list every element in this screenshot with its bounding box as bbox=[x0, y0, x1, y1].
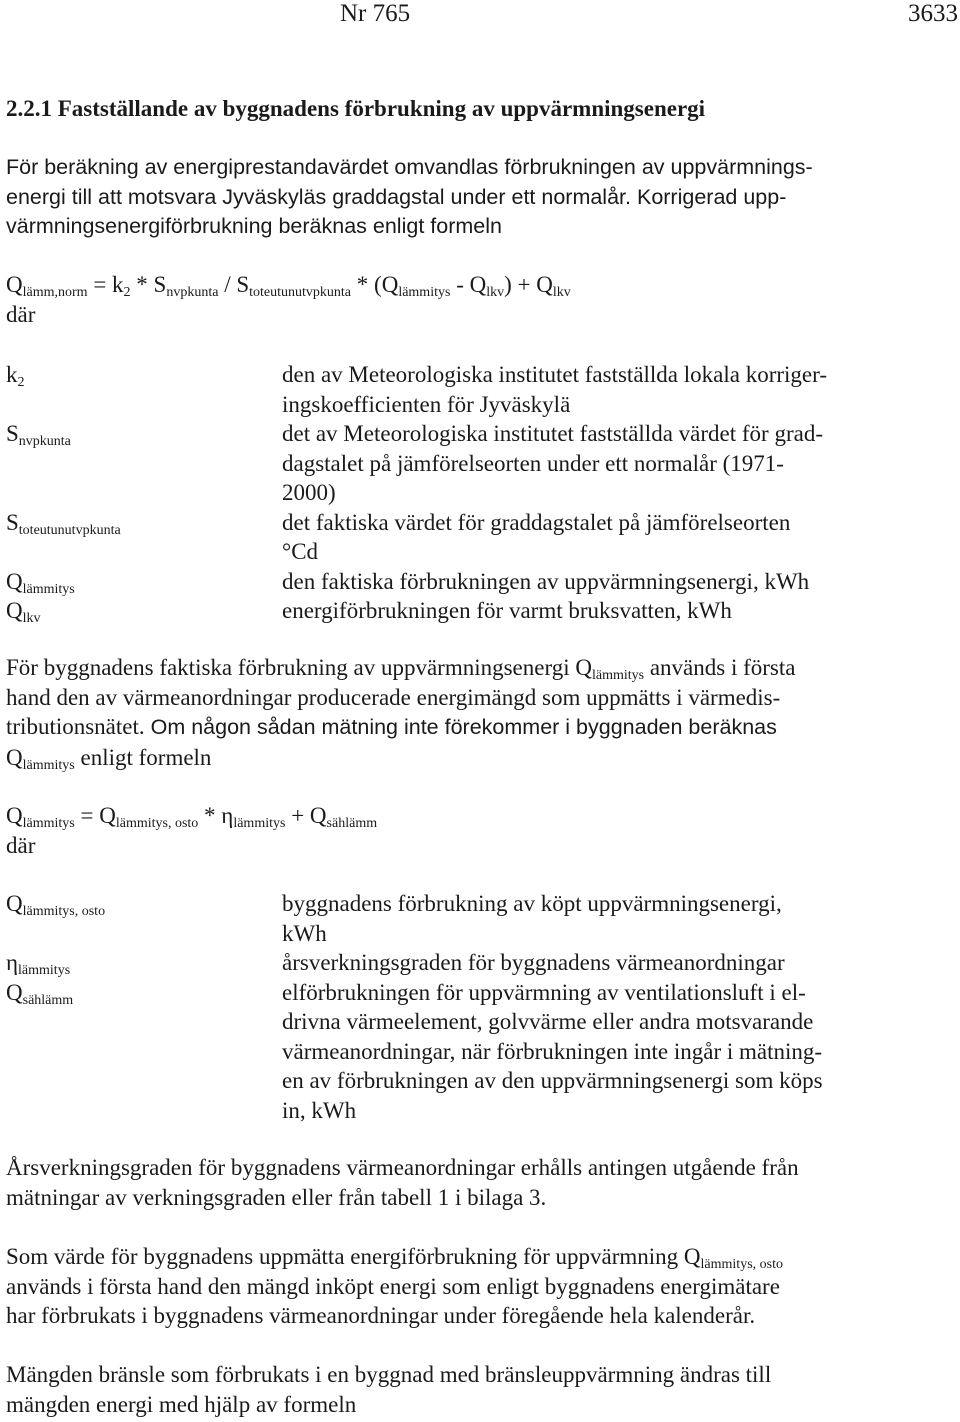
formula1-s1-sub: nvpkunta bbox=[166, 285, 219, 300]
page-header bbox=[0, 0, 960, 40]
def-description: den av Meteorologiska institutet fastställda lokala korriger- ingskoefficienten för Jyväskylä bbox=[282, 362, 827, 417]
definition-eta-lammitys bbox=[6, 948, 951, 978]
intro-line-2: energi till att motsvara Jyväskyläs graddagstal under ett normalår. bbox=[6, 184, 631, 209]
def-description: den faktiska förbrukningen av uppvärmningsenergi, kWh bbox=[282, 568, 810, 594]
def-symbol: $\eta_{lämmitys}$ bbox=[6, 950, 71, 978]
formula1-dar: där bbox=[6, 302, 36, 327]
def-description: energiförbrukningen för varmt bruksvatten, kWh bbox=[282, 598, 732, 623]
def-description: det av Meteorologiska institutet fastställda värdet för grad- dagstalet på jämförelseorten under ett normalår (1971- 2000) bbox=[282, 421, 823, 505]
formula1-eq: = k bbox=[87, 272, 124, 297]
definition-qsahlamm bbox=[6, 978, 951, 1126]
formula1-plus: ) + Q bbox=[504, 272, 553, 297]
def-symbol: $k_2$ bbox=[6, 362, 25, 390]
def-description: det faktiska värdet för graddagstalet på jämförelseorten °Cd bbox=[282, 509, 791, 564]
intro-paragraph bbox=[6, 153, 951, 242]
formula1-q4-sub: lkv bbox=[552, 285, 571, 300]
definition-qlammitys-osto bbox=[6, 889, 951, 948]
def-symbol: $Q_{lkv}$ bbox=[6, 598, 41, 626]
formula1-q: Q bbox=[6, 272, 23, 297]
def-symbol: $Q_{lämmitys, osto}$ bbox=[6, 891, 106, 919]
definition-k2 bbox=[6, 360, 951, 419]
formula-qlammitys: $Q_{lämmitys} = Q_{lämmitys, osto} * \eta_{lämmitys} + Q_{sählämm}$ där bbox=[6, 803, 378, 858]
def-description: byggnadens förbrukning av köpt uppvärmningsenergi, kWh bbox=[282, 891, 782, 946]
definition-qlkv bbox=[6, 596, 951, 626]
def-description: årsverkningsgraden för byggnadens värmeanordningar bbox=[282, 950, 785, 975]
definitions-list-2 bbox=[6, 889, 951, 1125]
definition-stoteutunut bbox=[6, 508, 951, 567]
paragraph-bransle: Mängden bränsle som förbrukats i en byggnad med bränsleuppvärmning ändras till mängden energi med hjälp av formeln bbox=[6, 1362, 772, 1417]
section-heading: 2.2.1 Fastställande av byggnadens förbrukning av uppvärmningsenergi bbox=[6, 96, 706, 121]
def-symbol: $Q_{sählämm}$ bbox=[6, 979, 74, 1008]
document-number: Nr 765 bbox=[340, 0, 411, 27]
formula1-q3-sub: lkv bbox=[486, 285, 505, 300]
intro-line-1: För beräkning av energiprestandavärdet omvandlas förbrukningen av uppvärmnings- bbox=[6, 155, 813, 179]
paragraph-uppmatt-forbrukning: Som värde för byggnadens uppmätta energiförbrukning för uppvärmning $Q_{lämmitys, osto}$ används i första hand den mängd inköpt energi som enligt byggnadens energimätare har förbrukats i byggnadens värmeanordningar under föregående hela kalenderår. bbox=[6, 1244, 783, 1328]
formula1-minus: - Q bbox=[450, 272, 487, 297]
formula1-s2-sub: toteutunutvpkunta bbox=[249, 285, 352, 300]
formula1-times1: * S bbox=[130, 272, 167, 297]
intro-line-2b: Korrigerad upp- bbox=[631, 184, 787, 209]
formula-qlamm-norm bbox=[6, 270, 951, 330]
paragraph-faktiska-forbrukning: För byggnadens faktiska förbrukning av uppvärmningsenergi $Q_{lämmitys}$ används i första hand den av värmeanordningar producerade energimängd som uppmätts i värmedis- tributionsnätet. Om någon sådan mätning inte förekommer i byggnaden beräknas $Q_{lämmitys}$ enligt formeln bbox=[6, 655, 796, 773]
formula1-q2-sub: lämmitys bbox=[398, 285, 451, 300]
def-description: elförbrukningen för uppvärmning av ventilationsluft i el- drivna värmeelement, golvvärme eller andra motsvarande värmeanordningar, när förbrukningen inte ingår i mätning- en av förbrukningen av den uppvärmningsenergi som köps in, kWh bbox=[282, 979, 823, 1123]
formula1-k-sub: 2 bbox=[123, 285, 131, 300]
def-symbol: $S_{nvpkunta}$ bbox=[6, 421, 71, 449]
def-symbol: $S_{toteutunutvpkunta}$ bbox=[6, 509, 121, 538]
paragraph-arsverkningsgrad: Årsverkningsgraden för byggnadens värmeanordningar erhålls antingen utgående från mätningar av verkningsgraden eller från tabell 1 i bilaga 3. bbox=[6, 1155, 799, 1210]
page-number: 3633 bbox=[908, 0, 958, 27]
formula1-q-sub: lämm,norm bbox=[22, 285, 88, 300]
formula1-times2: * (Q bbox=[351, 272, 399, 297]
definition-qlammitys bbox=[6, 567, 951, 597]
definitions-list-1 bbox=[6, 360, 951, 626]
definition-snvpkunta bbox=[6, 419, 951, 508]
intro-line-3: värmningsenergiförbrukning beräknas enligt formeln bbox=[6, 214, 502, 238]
def-symbol: $Q_{lämmitys}$ bbox=[6, 568, 75, 597]
formula1-div: / S bbox=[218, 272, 250, 297]
